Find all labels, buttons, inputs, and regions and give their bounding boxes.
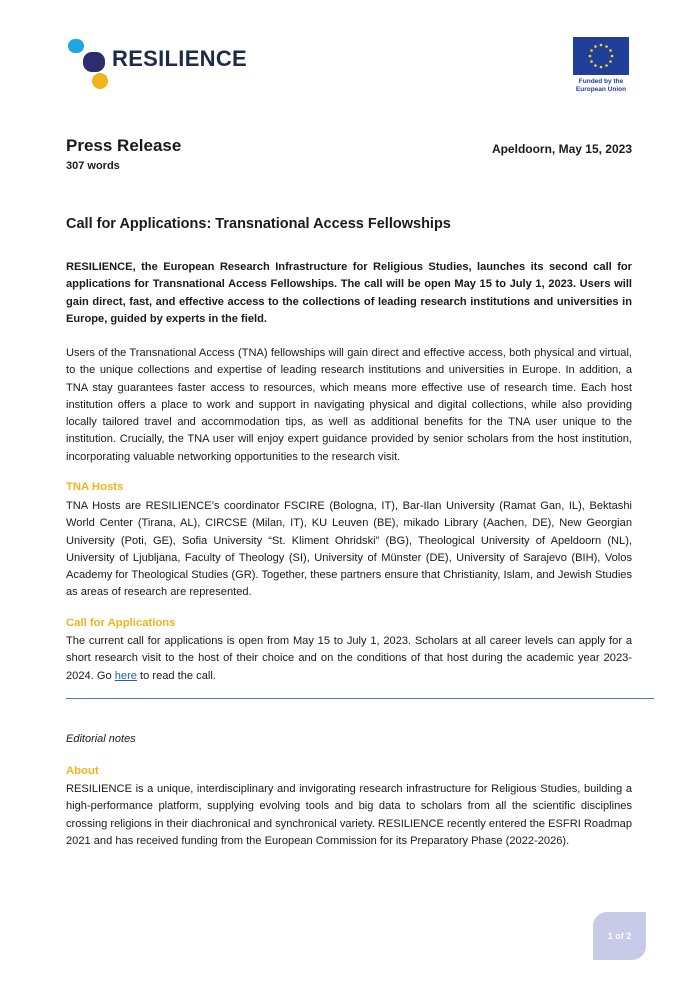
page-number-badge: 1 of 2 bbox=[593, 912, 646, 960]
call-heading: Call for Applications bbox=[66, 617, 176, 629]
lead-paragraph: RESILIENCE, the European Research Infrastructure for Religious Studies, launches its second call for applications for Transnational Access Fellowships. The call will be open May 15 to July 1, 2023. Users will gain direct, fast, and effective access to the collections of leading research institutions and universities in Europe, guided by experts in the field. bbox=[66, 261, 632, 325]
about-heading: About bbox=[66, 765, 99, 777]
call-link[interactable]: here bbox=[114, 669, 137, 682]
call-paragraph: The current call for applications is open from May 15 to July 1, 2023. Scholars at all career levels can apply for a short research visit to the host of their choice and on the conditions of that host during the academic year 2023-2024. Go here to read the call. bbox=[66, 635, 632, 682]
eu-funding-caption: Funded by the European Union bbox=[575, 78, 627, 93]
tna-hosts-heading: TNA Hosts bbox=[66, 481, 124, 493]
about-paragraph: RESILIENCE is a unique, interdisciplinary and invigorating research infrastructure for Religious Studies, building a high-performance platform, supplying evolving tools and big data to scholars from all the scientific disciplines crossing religions in their diachronical and synchronical variety. RESILIENCE recently entered the ESFRI Roadmap 2021 and has received funding from the European Commission for its Preparatory Phase (2022-2026). bbox=[66, 783, 632, 847]
resilience-logo-icon bbox=[66, 37, 110, 91]
logo-wordmark: RESILIENCE bbox=[112, 46, 248, 71]
headline: Call for Applications: Transnational Access Fellowships bbox=[66, 216, 451, 232]
intro-paragraph: Users of the Transnational Access (TNA) fellowships will gain direct and effective access, both physical and virtual, to the unique collections and expertise of leading research institutions and universities in Europe. In addition, a TNA stay guarantees faster access to resources, which means more effective use of research time. Each host institution offers a place to work and support in navigating physical and digital collections, while also providing locally tailored travel and accommodation tips, as well as additional benefits for the TNA user unique to the institution. Crucially, the TNA user will enjoy expert guidance provided by senior scholars from the host institution, incorporating valuable networking opportunities to the research visit. bbox=[66, 347, 632, 463]
tna-hosts-paragraph: TNA Hosts are RESILIENCE’s coordinator FSCIRE (Bologna, IT), Bar-Ilan University (Ramat Gan, IL), Bektashi World Center (Tirana, AL), CIRCSE (Milan, IT), KU Leuven (BE), mikado Library (Aachen, DE), New Georgian University (Poti, GE), Sofia University “St. Kliment Ohridski” (BG), Theological University of Apeldoorn (NL), University of Ljubljana, Faculty of Theology (SI), University of Münster (DE), University of Sarajevo (BIH), Volos Academy for Theological Studies (GR). Together, these partners ensure that Christianity, Islam, and Jewish Studies as areas of research are represented. bbox=[66, 500, 632, 599]
section-divider bbox=[66, 698, 654, 699]
press-date: Apeldoorn, May 15, 2023 bbox=[491, 142, 632, 156]
press-release-title: Press Release bbox=[66, 136, 182, 155]
word-count: 307 words bbox=[66, 160, 120, 172]
eu-flag-icon bbox=[573, 37, 629, 75]
editorial-notes-label: Editorial notes bbox=[66, 733, 136, 745]
